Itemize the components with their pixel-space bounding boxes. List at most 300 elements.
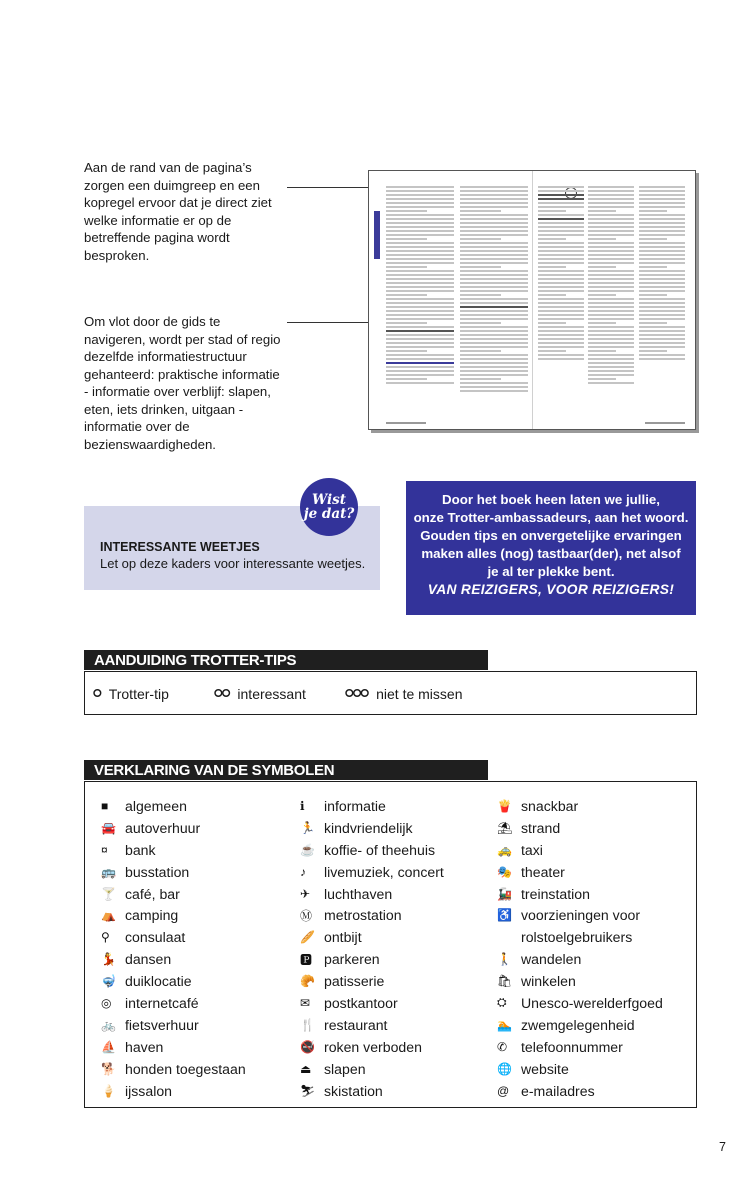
symbol-legend-item bbox=[497, 992, 663, 1014]
symbol-legend-item bbox=[300, 817, 444, 839]
spread-text-column bbox=[588, 186, 634, 386]
symbols-column bbox=[300, 795, 444, 1101]
symbol-legend-item bbox=[101, 1036, 246, 1058]
music-note-icon: ♪ bbox=[300, 864, 306, 879]
text-line bbox=[386, 286, 454, 288]
text-line bbox=[639, 338, 685, 340]
text-line bbox=[639, 242, 685, 244]
text-line bbox=[639, 206, 685, 208]
text-line bbox=[386, 342, 454, 344]
text-line bbox=[538, 222, 584, 224]
text-line bbox=[538, 202, 584, 204]
text-line bbox=[639, 326, 685, 328]
text-line bbox=[538, 210, 566, 212]
text-line bbox=[639, 306, 685, 308]
text-line bbox=[588, 218, 634, 220]
symbol-label: ontbijt bbox=[324, 929, 362, 946]
text-line bbox=[386, 190, 454, 192]
symbol-legend-item bbox=[101, 1080, 246, 1102]
text-line bbox=[639, 350, 667, 352]
symbol-legend-item bbox=[101, 948, 246, 970]
text-line bbox=[460, 286, 528, 288]
symbol-legend-item bbox=[300, 1036, 444, 1058]
text-line bbox=[588, 354, 634, 356]
text-line bbox=[538, 238, 566, 240]
glass-icon: 🍸 bbox=[101, 886, 116, 901]
text-line bbox=[386, 318, 454, 320]
text-line bbox=[588, 370, 634, 372]
text-line bbox=[538, 282, 584, 284]
text-line bbox=[386, 186, 454, 188]
text-line bbox=[588, 214, 634, 216]
symbol-label: busstation bbox=[125, 863, 190, 880]
text-line bbox=[460, 354, 528, 356]
text-line bbox=[538, 342, 584, 344]
envelope-icon: ✉ bbox=[300, 995, 311, 1010]
text-line bbox=[639, 310, 685, 312]
text-line bbox=[588, 338, 634, 340]
icecream-icon: 🍦 bbox=[101, 1083, 116, 1098]
symbol-legend-item bbox=[300, 795, 444, 817]
text-line bbox=[460, 310, 528, 312]
text-line bbox=[460, 194, 528, 196]
tent-icon: ⛺ bbox=[101, 908, 116, 923]
text-line bbox=[588, 274, 634, 276]
square-icon: ■ bbox=[101, 798, 109, 813]
text-line bbox=[386, 230, 454, 232]
bike-icon: 🚲 bbox=[101, 1017, 116, 1032]
at-icon: @ bbox=[497, 1083, 510, 1098]
symbol-legend-item bbox=[497, 1036, 663, 1058]
text-line bbox=[460, 386, 528, 388]
symbol-label: camping bbox=[125, 907, 179, 924]
hiker-icon: 🚶 bbox=[497, 952, 512, 967]
text-line bbox=[460, 222, 528, 224]
text-line bbox=[588, 206, 634, 208]
symbol-legend-item bbox=[497, 948, 663, 970]
quote-line: Door het boek heen laten we jullie, bbox=[442, 492, 660, 507]
text-line bbox=[588, 318, 634, 320]
shopping-icon: 🛍 bbox=[497, 974, 513, 989]
symbol-label: metrostation bbox=[324, 907, 402, 924]
tip-legend-item bbox=[93, 686, 169, 702]
text-line bbox=[588, 310, 634, 312]
text-line bbox=[386, 266, 427, 268]
train-icon: 🚂 bbox=[497, 886, 512, 901]
badge-line: je dat? bbox=[303, 506, 355, 522]
text-line bbox=[538, 198, 584, 200]
text-line bbox=[588, 382, 634, 384]
text-line bbox=[538, 258, 584, 260]
symbol-legend-item bbox=[101, 795, 246, 817]
wheelchair-icon: ♿ bbox=[497, 908, 512, 923]
fun-facts-text: Let op deze kaders voor interessante weetjes. bbox=[100, 556, 366, 571]
text-line bbox=[386, 258, 454, 260]
text-line bbox=[639, 214, 685, 216]
symbol-label: strand bbox=[521, 819, 561, 836]
text-line bbox=[460, 198, 528, 200]
text-line bbox=[639, 194, 685, 196]
symbol-label: website bbox=[521, 1060, 569, 1077]
text-line bbox=[460, 266, 501, 268]
text-line bbox=[386, 210, 427, 212]
text-line bbox=[460, 238, 501, 240]
text-line bbox=[460, 350, 501, 352]
symbol-legend-item bbox=[101, 1058, 246, 1080]
text-line bbox=[639, 202, 685, 204]
spread-text-column bbox=[639, 186, 685, 362]
symbol-legend-item bbox=[101, 839, 246, 861]
text-line bbox=[460, 210, 501, 212]
text-line bbox=[538, 234, 584, 236]
text-line bbox=[639, 258, 685, 260]
text-line bbox=[639, 346, 685, 348]
text-line bbox=[639, 262, 685, 264]
text-line bbox=[639, 286, 685, 288]
text-line bbox=[639, 330, 685, 332]
text-line bbox=[460, 298, 528, 300]
spread-gutter bbox=[532, 171, 533, 429]
text-line bbox=[460, 382, 528, 384]
text-line bbox=[538, 266, 566, 268]
text-line bbox=[639, 218, 685, 220]
text-line bbox=[460, 290, 528, 292]
text-line bbox=[386, 330, 454, 332]
text-line bbox=[639, 222, 685, 224]
text-line bbox=[460, 258, 528, 260]
text-line bbox=[460, 346, 528, 348]
text-line bbox=[538, 286, 584, 288]
text-line bbox=[588, 230, 634, 232]
text-line bbox=[460, 326, 528, 328]
text-line bbox=[460, 270, 528, 272]
internet-icon: ◎ bbox=[101, 995, 112, 1010]
single-tip-icon: 🞇 bbox=[93, 687, 101, 700]
symbol-legend-item bbox=[101, 970, 246, 992]
symbol-legend-item bbox=[497, 883, 663, 905]
symbol-label: algemeen bbox=[125, 797, 187, 814]
text-line bbox=[639, 190, 685, 192]
cutlery-icon: 🍴 bbox=[300, 1017, 315, 1032]
text-line bbox=[538, 294, 566, 296]
text-line bbox=[639, 354, 685, 356]
text-line bbox=[588, 210, 616, 212]
text-line bbox=[460, 186, 528, 188]
text-line bbox=[588, 190, 634, 192]
text-line bbox=[538, 230, 584, 232]
text-line bbox=[386, 290, 454, 292]
symbol-label: zwemgelegenheid bbox=[521, 1016, 635, 1033]
symbol-label: slapen bbox=[324, 1060, 366, 1077]
text-line bbox=[588, 298, 634, 300]
symbol-legend-item bbox=[300, 948, 444, 970]
text-line bbox=[460, 262, 528, 264]
text-line bbox=[588, 254, 634, 256]
badge-line: Wist bbox=[312, 492, 346, 508]
text-line bbox=[588, 362, 634, 364]
text-line bbox=[386, 334, 454, 336]
breakfast-icon: 🥖 bbox=[300, 930, 315, 945]
text-line bbox=[538, 274, 584, 276]
kids-icon: 🏃 bbox=[300, 820, 315, 835]
symbol-label: patisserie bbox=[324, 973, 385, 990]
symbol-label: ijssalon bbox=[125, 1082, 173, 1099]
text-line bbox=[639, 230, 685, 232]
text-line bbox=[460, 294, 501, 296]
symbol-legend-item bbox=[497, 839, 663, 861]
text-line bbox=[386, 282, 454, 284]
pastry-icon: 🥐 bbox=[300, 974, 315, 989]
text-line bbox=[538, 250, 584, 252]
symbol-legend-item bbox=[101, 992, 246, 1014]
text-line bbox=[588, 286, 634, 288]
text-line bbox=[639, 266, 667, 268]
text-line bbox=[588, 262, 634, 264]
metro-icon: Ⓜ bbox=[300, 908, 313, 923]
text-line bbox=[386, 206, 454, 208]
symbol-legend-item bbox=[101, 1014, 246, 1036]
text-line bbox=[538, 218, 584, 220]
tip-legend-item bbox=[345, 686, 462, 702]
symbol-label: Unesco-werelderfgoed bbox=[521, 994, 663, 1011]
dancer-icon: 💃 bbox=[101, 952, 116, 967]
symbol-legend-item bbox=[101, 817, 246, 839]
text-line bbox=[588, 322, 616, 324]
tip-label: interessant bbox=[237, 686, 306, 702]
text-line bbox=[538, 334, 584, 336]
text-line bbox=[460, 318, 528, 320]
text-line bbox=[460, 330, 528, 332]
text-line bbox=[639, 334, 685, 336]
text-line bbox=[588, 222, 634, 224]
fun-facts-title: INTERESSANTE WEETJES bbox=[100, 540, 260, 554]
text-line bbox=[386, 234, 454, 236]
text-line bbox=[386, 370, 454, 372]
coffee-icon: ☕ bbox=[300, 842, 315, 857]
text-line bbox=[386, 222, 454, 224]
symbol-label: postkantoor bbox=[324, 994, 398, 1011]
text-line bbox=[538, 262, 584, 264]
symbol-label: parkeren bbox=[324, 951, 380, 968]
symbol-label: honden toegestaan bbox=[125, 1060, 246, 1077]
symbol-legend-item bbox=[497, 970, 663, 992]
quote-slogan: VAN REIZIGERS, VOOR REIZIGERS! bbox=[427, 582, 675, 597]
text-line bbox=[386, 262, 454, 264]
text-line bbox=[639, 282, 685, 284]
text-line bbox=[460, 302, 528, 304]
symbol-label: kindvriendelijk bbox=[324, 819, 413, 836]
text-line bbox=[460, 342, 528, 344]
currency-icon: ¤ bbox=[101, 842, 108, 857]
text-line bbox=[386, 354, 454, 356]
symbol-label: luchthaven bbox=[324, 885, 393, 902]
symbol-legend-item bbox=[101, 926, 246, 948]
symbol-legend-item bbox=[101, 861, 246, 883]
spread-text-column bbox=[460, 186, 528, 394]
text-line bbox=[588, 330, 634, 332]
text-line bbox=[538, 194, 584, 196]
leader-line bbox=[287, 322, 379, 323]
symbol-legend-item bbox=[300, 904, 444, 926]
symbol-legend-item bbox=[497, 904, 663, 926]
text-line bbox=[588, 378, 616, 380]
symbol-label: telefoonnummer bbox=[521, 1038, 623, 1055]
text-line bbox=[639, 294, 667, 296]
text-line bbox=[639, 254, 685, 256]
text-line bbox=[460, 366, 528, 368]
text-line bbox=[639, 234, 685, 236]
ambassador-quote-box bbox=[406, 481, 696, 615]
symbol-label: fietsverhuur bbox=[125, 1016, 199, 1033]
text-line bbox=[538, 338, 584, 340]
text-line bbox=[588, 294, 616, 296]
text-line bbox=[538, 214, 584, 216]
text-line bbox=[588, 282, 634, 284]
text-line bbox=[386, 366, 454, 368]
globe-icon: 🌐 bbox=[497, 1061, 512, 1076]
symbol-label: koffie- of theehuis bbox=[324, 841, 435, 858]
text-line bbox=[588, 242, 634, 244]
text-line bbox=[460, 390, 528, 392]
symbol-label: wandelen bbox=[521, 951, 582, 968]
unesco-icon: ⛭ bbox=[497, 995, 507, 1010]
quote-line: onze Trotter-ambassadeurs, aan het woord. bbox=[413, 510, 689, 525]
symbol-legend-item bbox=[497, 926, 663, 948]
text-line bbox=[588, 238, 616, 240]
text-line bbox=[386, 246, 454, 248]
quote-line: je al ter plekke bent. bbox=[487, 564, 615, 579]
text-line bbox=[386, 346, 454, 348]
text-line bbox=[386, 338, 454, 340]
beach-icon: ⛱ bbox=[497, 820, 513, 835]
text-line bbox=[460, 250, 528, 252]
text-line bbox=[588, 306, 634, 308]
dog-icon: 🐕 bbox=[101, 1061, 116, 1076]
text-line bbox=[639, 278, 685, 280]
symbol-legend-item bbox=[497, 1080, 663, 1102]
text-line bbox=[639, 290, 685, 292]
text-line bbox=[639, 226, 685, 228]
text-line bbox=[588, 226, 634, 228]
text-line bbox=[386, 238, 427, 240]
symbol-legend-item bbox=[497, 1058, 663, 1080]
symbol-legend-item bbox=[497, 861, 663, 883]
text-line bbox=[538, 318, 584, 320]
text-line bbox=[460, 278, 528, 280]
text-line bbox=[386, 278, 454, 280]
text-line bbox=[538, 290, 584, 292]
text-line bbox=[588, 270, 634, 272]
theater-icon: 🎭 bbox=[497, 864, 512, 879]
text-line bbox=[588, 334, 634, 336]
text-line bbox=[386, 194, 454, 196]
symbol-label: haven bbox=[125, 1038, 164, 1055]
symbol-label: voorzieningen voor bbox=[521, 907, 641, 924]
swimmer-icon: 🏊 bbox=[497, 1017, 512, 1032]
text-line bbox=[639, 302, 685, 304]
symbols-column bbox=[497, 795, 663, 1101]
quote-line: maken alles (nog) tastbaar(der), net alsof bbox=[421, 546, 681, 561]
text-line bbox=[538, 246, 584, 248]
skier-icon: ⛷ bbox=[300, 1083, 316, 1098]
airplane-icon: ✈ bbox=[300, 886, 311, 901]
text-line bbox=[538, 322, 566, 324]
symbol-legend-item bbox=[497, 817, 663, 839]
text-line bbox=[386, 226, 454, 228]
text-line bbox=[538, 310, 584, 312]
symbol-label: theater bbox=[521, 863, 565, 880]
text-line bbox=[538, 186, 584, 188]
symbol-legend-item bbox=[300, 970, 444, 992]
text-line bbox=[386, 294, 427, 296]
symbol-label: roken verboden bbox=[324, 1038, 422, 1055]
symbol-legend-item bbox=[101, 883, 246, 905]
text-line bbox=[538, 226, 584, 228]
text-line bbox=[588, 358, 634, 360]
text-line bbox=[460, 218, 528, 220]
text-line bbox=[538, 314, 584, 316]
text-line bbox=[460, 282, 528, 284]
text-line bbox=[639, 270, 685, 272]
diver-icon: 🤿 bbox=[101, 974, 116, 989]
text-line bbox=[538, 354, 584, 356]
text-line bbox=[460, 226, 528, 228]
text-line bbox=[386, 358, 454, 360]
text-line bbox=[538, 358, 584, 360]
text-line bbox=[460, 230, 528, 232]
thumb-tab bbox=[374, 211, 380, 259]
text-line bbox=[639, 274, 685, 276]
symbol-legend-item bbox=[101, 904, 246, 926]
text-line bbox=[386, 214, 454, 216]
text-line bbox=[639, 318, 685, 320]
text-line bbox=[588, 246, 634, 248]
symbol-label: rolstoelgebruikers bbox=[521, 929, 633, 946]
text-line bbox=[538, 330, 584, 332]
car-icon: 🚘 bbox=[101, 820, 116, 835]
text-line bbox=[460, 202, 528, 204]
quote-line: Gouden tips en onvergetelijke ervaringen bbox=[420, 528, 682, 543]
double-tip-icon: 🞇🞇 bbox=[214, 687, 230, 700]
text-line bbox=[386, 254, 454, 256]
text-line bbox=[460, 234, 528, 236]
text-line bbox=[460, 254, 528, 256]
text-line bbox=[538, 350, 566, 352]
text-line bbox=[588, 374, 634, 376]
text-line bbox=[538, 326, 584, 328]
symbol-label: restaurant bbox=[324, 1016, 388, 1033]
symbol-legend-item bbox=[300, 1080, 444, 1102]
text-line bbox=[460, 206, 528, 208]
text-line bbox=[460, 214, 528, 216]
text-line bbox=[588, 266, 616, 268]
text-line bbox=[639, 322, 667, 324]
text-line bbox=[386, 242, 454, 244]
text-line bbox=[538, 306, 584, 308]
symbol-legend-item bbox=[300, 926, 444, 948]
text-line bbox=[588, 302, 634, 304]
text-line bbox=[460, 190, 528, 192]
text-line bbox=[639, 198, 685, 200]
text-line bbox=[460, 242, 528, 244]
text-line bbox=[588, 194, 634, 196]
text-line bbox=[538, 190, 584, 192]
text-line bbox=[386, 218, 454, 220]
text-line bbox=[386, 302, 454, 304]
text-line bbox=[386, 202, 454, 204]
text-line bbox=[588, 366, 634, 368]
spread-text-column bbox=[538, 186, 584, 362]
